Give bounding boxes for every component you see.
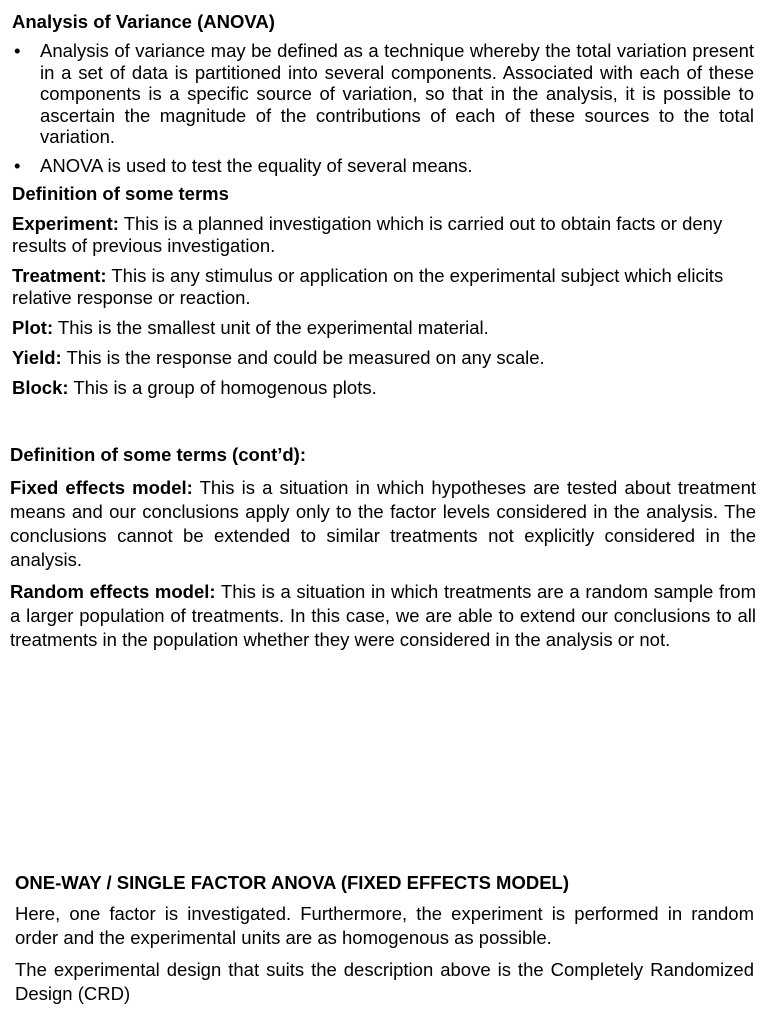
definition-random-effects	[10, 580, 756, 652]
section-heading: Definition of some terms (cont’d):	[10, 444, 306, 465]
definition-text: This is a situation in which hypotheses are tested about treatment means and our conclusions apply only to the factor levels considered in the analysis. The conclusions cannot be extended to similar treatments not explicitly considered in the analysis.	[10, 477, 756, 570]
definition-yield	[12, 347, 754, 369]
definition-text: This is the response and could be measured on any scale.	[61, 347, 545, 368]
definition-text: This is a planned investigation which is carried out to obtain facts or deny results of previous investigation.	[12, 213, 723, 256]
definition-text: This is a group of homogenous plots.	[68, 377, 377, 398]
bullet-text: ANOVA is used to test the equality of several means.	[40, 154, 473, 176]
definition-experiment	[12, 213, 754, 257]
bullet-icon: •	[14, 154, 21, 176]
bullet-item	[12, 155, 754, 177]
bullet-icon: •	[14, 40, 21, 61]
definition-term: Plot:	[12, 317, 54, 338]
paragraph: Here, one factor is investigated. Furthermore, the experiment is performed in random order and the experimental units are as homogenous as possible.	[15, 903, 754, 948]
definition-text: This is the smallest unit of the experimental material.	[53, 317, 489, 338]
definition-term: Block:	[12, 377, 69, 398]
bullet-text: Analysis of variance may be defined as a technique whereby the total variation present in a set of data is partitioned into several components. Associated with each of these components is a specific source of variation, so that in the analysis, it is possible to ascertain the magnitude of the contributions of each of these sources to the total variation.	[40, 40, 754, 147]
definition-text: This is any stimulus or application on the experimental subject which elicits relative response or reaction.	[12, 265, 724, 308]
bullet-item	[12, 40, 754, 148]
section-heading: ONE-WAY / SINGLE FACTOR ANOVA (FIXED EFFECTS MODEL)	[15, 872, 570, 893]
definition-term: Treatment:	[12, 265, 107, 286]
section-heading: Definition of some terms	[12, 183, 229, 204]
bullet-list	[12, 40, 754, 176]
slide-definitions-contd	[0, 436, 768, 696]
definition-treatment	[12, 265, 754, 309]
paragraph: The experimental design that suits the description above is the Completely Randomized Design (CRD)	[15, 959, 754, 1004]
definition-term: Random effects model:	[10, 581, 216, 602]
definition-fixed-effects	[10, 476, 756, 572]
slide-one-way-anova	[0, 864, 768, 1024]
definition-term: Fixed effects model:	[10, 477, 193, 498]
definition-text: This is a situation in which treatments are a random sample from a larger population of treatments. In this case, we are able to extend our conclusions to all treatments in the population whether they were considered in the analysis or not.	[10, 581, 756, 650]
definition-block	[12, 377, 754, 399]
definition-plot	[12, 317, 754, 339]
slide-anova-intro	[0, 0, 768, 405]
definition-term: Experiment:	[12, 213, 119, 234]
slide-title: Analysis of Variance (ANOVA)	[12, 11, 275, 32]
definition-term: Yield:	[12, 347, 62, 368]
